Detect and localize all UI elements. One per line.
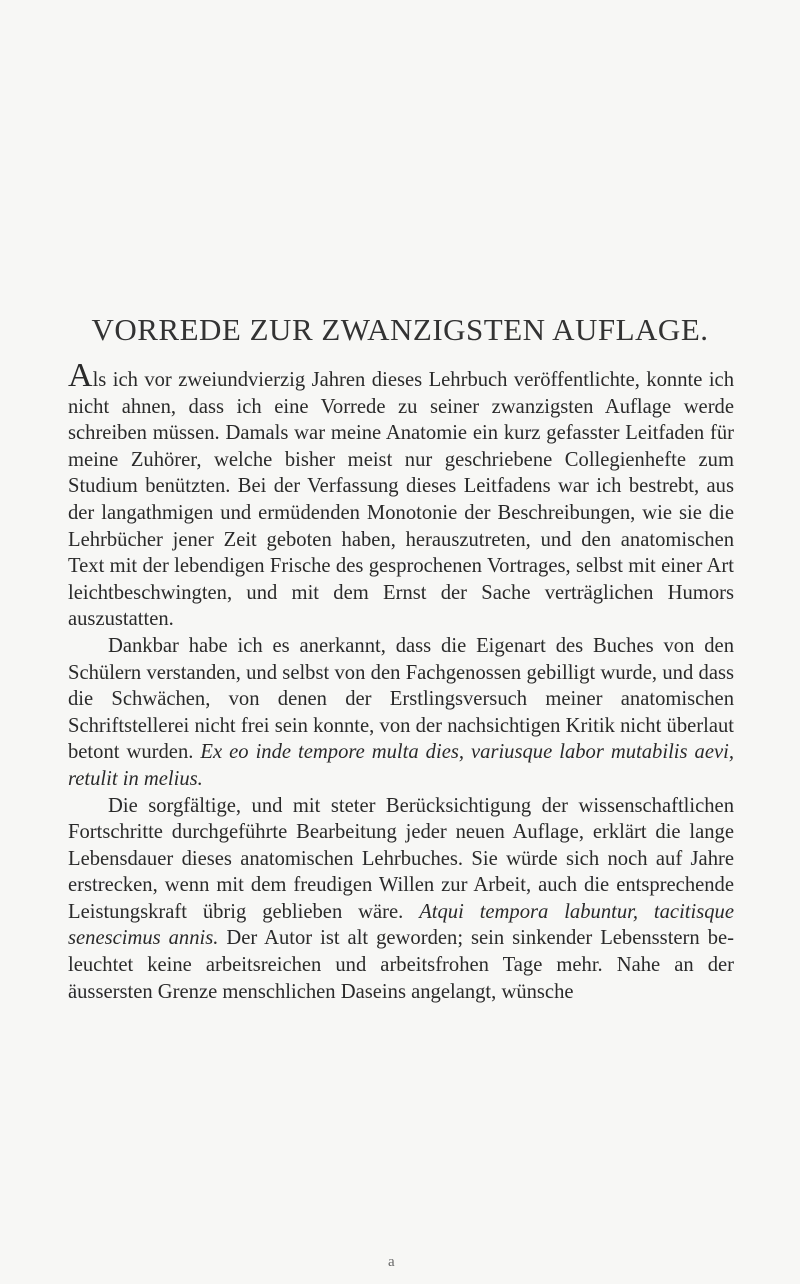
paragraph-1-text: ls ich vor zweiundvierzig Jahren dieses Lehrbuch veröffentlichte, konnte ich nicht ahnen, dass ich eine Vorrede zu seiner zwanzigsten Auflage werde schreiben müssen. Damals war meine Anatomie ein kurz gefasster Leitfaden für meine Zuhörer, welche bisher meist nur geschriebene Collegienhefte zum Studium benützten. Bei der Verfassung dieses Leitfadens war ich bestrebt, aus der langathmigen und ermüdenden Monotonie der Beschreibungen, wie sie die Lehrbücher jener Zeit geboten haben, herauszutreten, und den anatomischen Text mit der lebendigen Frische des gesprochenen Vortrages, selbst mit einer Art leichtbeschwingten, und mit dem Ernst der Sache verträglichen Humors auszustatten. xyxy=(68,369,734,631)
latin-quote-1: Ex eo inde tempore multa dies, variusque labor mutabilis aevi, retulit in melius. xyxy=(68,741,734,790)
initial-letter: A xyxy=(68,357,93,394)
body-text xyxy=(68,357,734,1005)
paragraph-3-tail: Der Autor ist alt geworden; sein sinkender Lebensstern beleuchtet keine arbeitsreichen und arbeitsfrohen Tage mehr. Nahe an der äussersten Grenze menschlichen Daseins angelangt, wünsche xyxy=(68,927,734,1003)
paragraph-3 xyxy=(68,793,734,1006)
latin-quote-2: Atqui tempora labuntur, tacitisque senescimus annis. xyxy=(68,900,734,950)
paragraph-3-text: Die sorgfältige, und mit steter Berücksichtigung der wissenschaftlichen Fortschritte durchgeführte Bearbeitung jeder neuen Auflage, erklärt die lange Lebensdauer dieses anatomischen Lehrbuches. Sie würde sich noch auf Jahre erstrecken, wenn mit dem freudigen Willen zur Arbeit, auch die entsprechende Leistungskraft übrig geblieben wäre. xyxy=(68,794,734,923)
paragraph-2-text: Dankbar habe ich es anerkannt, dass die Eigenart des Buches von den Schülern verstanden, und selbst von den Fachgenossen gebilligt wurde, und dass die Schwächen, von denen der Erstlingsversuch meiner anatomischen Schriftstellerei nicht frei sein konnte, von der nachsichtigen Kritik nicht überlaut betont wurden. xyxy=(68,634,734,764)
signature-mark: a xyxy=(388,1254,395,1270)
paragraph-1 xyxy=(68,357,734,633)
paragraph-2 xyxy=(68,633,734,793)
page-title: VORREDE ZUR ZWANZIGSTEN AUFLAGE. xyxy=(91,312,709,347)
